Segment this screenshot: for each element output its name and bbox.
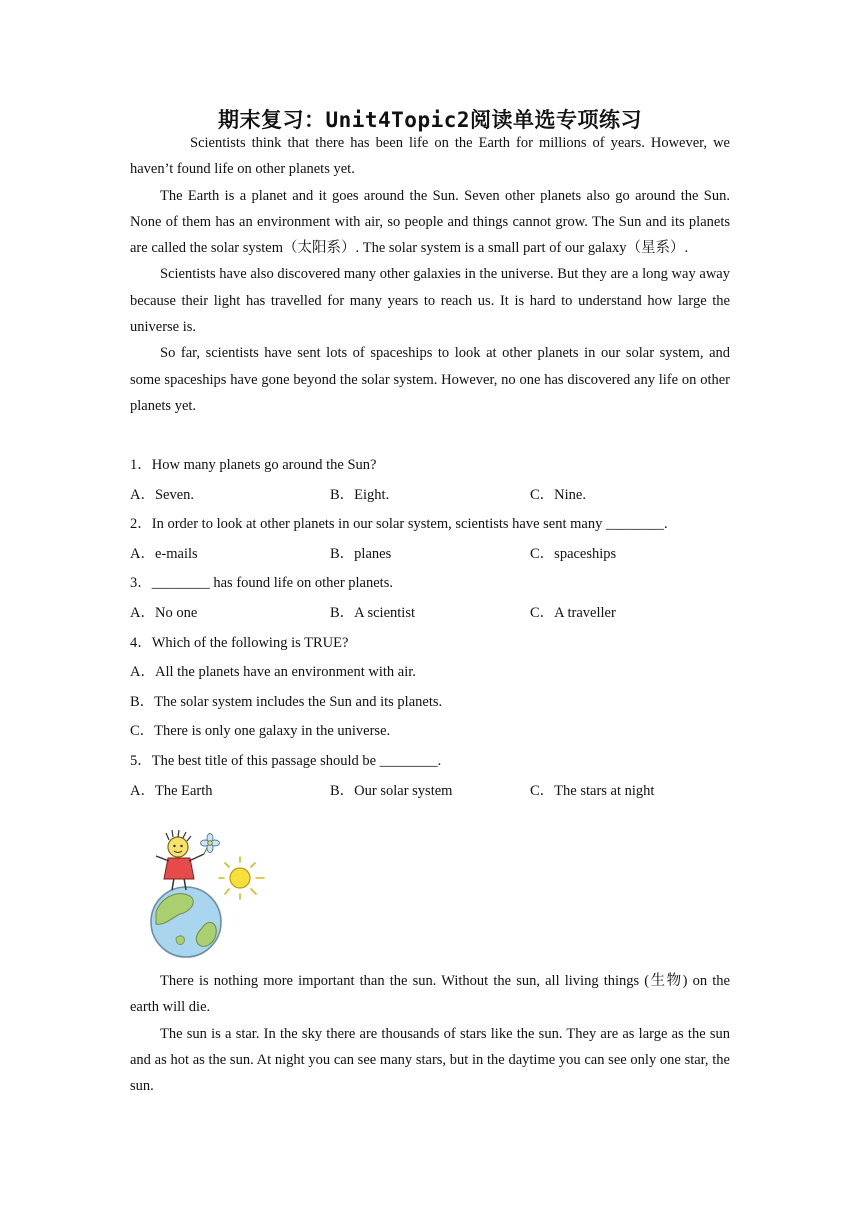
page-title: 期末复习：Unit4Topic2阅读单选专项练习 bbox=[217, 108, 643, 132]
option-row bbox=[130, 599, 730, 629]
option-row bbox=[130, 481, 730, 511]
passage-paragraph: Scientists think that there has been life on the Earth for millions of years. However, we haven’t found life on other planets yet. bbox=[130, 135, 730, 178]
question-1 bbox=[130, 451, 730, 510]
option-a: A．Seven. bbox=[130, 486, 195, 503]
option-c: C．Nine. bbox=[530, 486, 586, 503]
passage-paragraph: The sun is a star. In the sky there are thousands of stars like the sun. They are as large as the sun and as hot as the sun. At night you can see many stars, but in the daytime you can see only one star, the sun. bbox=[130, 1025, 730, 1095]
option-b: B．Our solar system bbox=[330, 782, 453, 799]
option-c: C．The stars at night bbox=[530, 782, 655, 799]
option-a: A．All the planets have an environment with air. bbox=[130, 664, 416, 681]
passage-paragraph: Scientists have also discovered many other galaxies in the universe. But they are a long way away because their light has travelled for many years to reach us. It is hard to understand how large the universe is. bbox=[130, 266, 730, 336]
question-stem: 3．________ has found life on other planets. bbox=[130, 575, 393, 592]
option-row bbox=[130, 540, 730, 570]
option-b: B．A scientist bbox=[330, 604, 415, 621]
passage-paragraph: So far, scientists have sent lots of spaceships to look at other planets in our solar system, and some spaceships have gone beyond the solar system. However, no one has discovered any life on other planets yet. bbox=[130, 345, 730, 414]
child-on-earth-with-sun-icon bbox=[146, 828, 272, 958]
option-b: B．Eight. bbox=[330, 486, 390, 503]
option-a: A．The Earth bbox=[130, 782, 213, 799]
question-5 bbox=[130, 747, 730, 806]
question-4 bbox=[130, 629, 730, 747]
option-c: C．A traveller bbox=[530, 604, 616, 621]
option-a: A．e-mails bbox=[130, 545, 198, 562]
question-stem: 5．The best title of this passage should be ________. bbox=[130, 752, 442, 769]
option-a: A．No one bbox=[130, 604, 198, 621]
passage-paragraph: There is nothing more important than the sun. Without the sun, all living things (生物) on the earth will die. bbox=[130, 973, 730, 1016]
passage-2 bbox=[130, 968, 730, 1099]
question-3 bbox=[130, 569, 730, 628]
option-c: C．spaceships bbox=[530, 545, 617, 562]
question-stem: 4．Which of the following is TRUE? bbox=[130, 634, 349, 651]
passage-paragraph: The Earth is a planet and it goes around the Sun. Seven other planets also go around the Sun. None of them has an environment with air, so people and things cannot grow. The Sun and its planets are called the solar system（太阳系）. The solar system is a small part of our galaxy（星系）. bbox=[130, 187, 730, 257]
option-row bbox=[130, 777, 730, 807]
question-list bbox=[130, 451, 730, 806]
passage-1 bbox=[130, 130, 730, 419]
option-b: B．The solar system includes the Sun and its planets. bbox=[130, 693, 443, 710]
question-2 bbox=[130, 510, 730, 569]
option-b: B．planes bbox=[330, 545, 392, 562]
question-stem: 1．How many planets go around the Sun? bbox=[130, 457, 377, 473]
option-c: C．There is only one galaxy in the universe. bbox=[130, 723, 391, 740]
question-stem: 2．In order to look at other planets in our solar system, scientists have sent many ________. bbox=[130, 516, 668, 533]
